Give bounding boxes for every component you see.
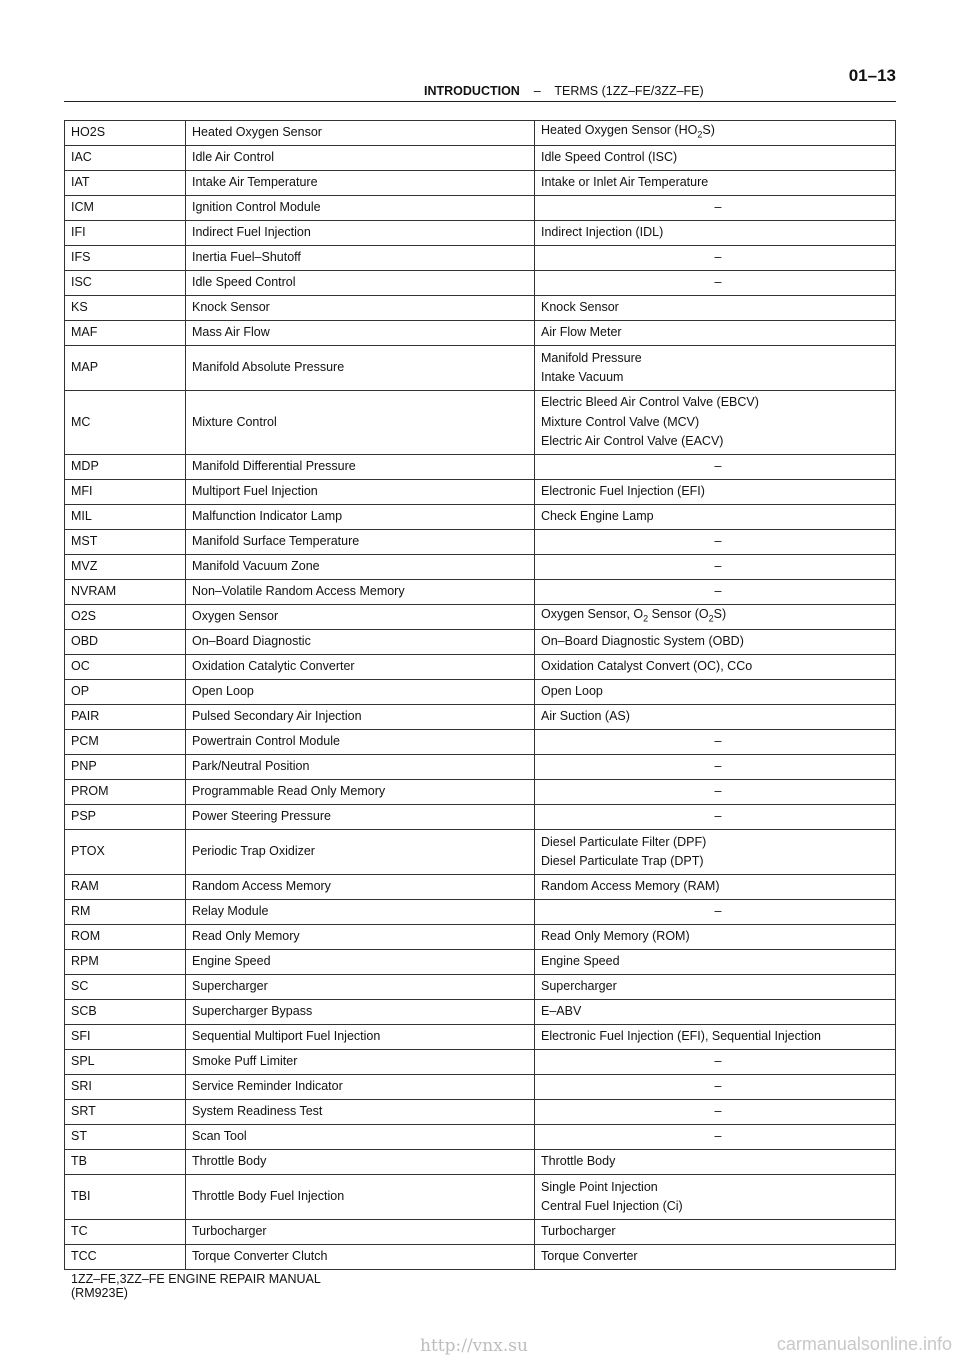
- table-row: [65, 505, 896, 530]
- toyota-term-cell: [535, 1025, 896, 1050]
- sae-term-cell: Oxygen Sensor: [186, 605, 535, 630]
- header-subtitle: TERMS (1ZZ–FE/3ZZ–FE): [554, 84, 704, 98]
- table-row: [65, 121, 896, 146]
- table-row: [65, 805, 896, 830]
- sae-term-cell: Pulsed Secondary Air Injection: [186, 705, 535, 730]
- sae-term-cell: Manifold Differential Pressure: [186, 455, 535, 480]
- sae-term-cell: Torque Converter Clutch: [186, 1245, 535, 1270]
- toyota-term-cell: [535, 1125, 896, 1150]
- toyota-term-cell: [535, 1245, 896, 1270]
- toyota-term-line: Idle Speed Control (ISC): [541, 150, 678, 165]
- table-row: [65, 630, 896, 655]
- sae-term-cell: Intake Air Temperature: [186, 171, 535, 196]
- toyota-term-cell: [535, 655, 896, 680]
- toyota-term-cell: [535, 805, 896, 830]
- table-row: [65, 555, 896, 580]
- abbreviation-cell: MVZ: [65, 555, 186, 580]
- toyota-term-cell: [535, 950, 896, 975]
- header-rule: [64, 101, 896, 102]
- toyota-term-cell: [535, 196, 896, 221]
- toyota-term-cell: [535, 221, 896, 246]
- sae-term-cell: Manifold Surface Temperature: [186, 530, 535, 555]
- toyota-term-line: –: [714, 1104, 722, 1119]
- toyota-term-line: Manifold Pressure: [541, 350, 642, 365]
- table-row: [65, 705, 896, 730]
- table-row: [65, 530, 896, 555]
- abbreviation-cell: IAC: [65, 146, 186, 171]
- abbreviation-cell: PCM: [65, 730, 186, 755]
- sae-term-cell: Smoke Puff Limiter: [186, 1050, 535, 1075]
- toyota-term-line: –: [714, 534, 722, 549]
- toyota-term-line: Heated Oxygen Sensor $(HO_2S)$: [541, 123, 715, 140]
- table-row: [65, 875, 896, 900]
- abbreviation-cell: MAP: [65, 346, 186, 391]
- toyota-term-line: –: [714, 1079, 722, 1094]
- abbreviation-cell: RAM: [65, 875, 186, 900]
- toyota-term-line: Electronic Fuel Injection (EFI): [541, 484, 705, 499]
- sae-term-cell: Sequential Multiport Fuel Injection: [186, 1025, 535, 1050]
- page-number: 01–13: [848, 66, 896, 85]
- abbreviation-cell: MDP: [65, 455, 186, 480]
- sae-term-cell: Engine Speed: [186, 950, 535, 975]
- abbreviation-cell: NVRAM: [65, 580, 186, 605]
- toyota-term-line: Check Engine Lamp: [541, 509, 654, 524]
- abbreviation-cell: IAT: [65, 171, 186, 196]
- abbreviation-cell: PTOX: [65, 830, 186, 875]
- toyota-term-line: –: [714, 275, 722, 290]
- toyota-term-line: Open Loop: [541, 684, 603, 699]
- toyota-term-line: Electronic Fuel Injection (EFI), Sequential Injection: [541, 1029, 821, 1044]
- abbreviation-cell: OBD: [65, 630, 186, 655]
- abbreviation-cell: MST: [65, 530, 186, 555]
- abbreviation-cell: SCB: [65, 1000, 186, 1025]
- sae-term-cell: Park/Neutral Position: [186, 755, 535, 780]
- toyota-term-cell: [535, 780, 896, 805]
- table-row: [65, 146, 896, 171]
- sae-term-cell: Turbocharger: [186, 1220, 535, 1245]
- abbreviation-cell: MFI: [65, 480, 186, 505]
- abbreviation-cell: ROM: [65, 925, 186, 950]
- table-row: [65, 730, 896, 755]
- watermark-url: http://vnx.su: [420, 1336, 528, 1356]
- terms-table-body: [65, 121, 896, 1270]
- toyota-term-line: Diesel Particulate Trap (DPT): [541, 854, 704, 868]
- sae-term-cell: Periodic Trap Oxidizer: [186, 830, 535, 875]
- table-row: [65, 1000, 896, 1025]
- table-row: [65, 346, 896, 391]
- toyota-term-line: Turbocharger: [541, 1224, 616, 1239]
- table-row: [65, 246, 896, 271]
- toyota-term-line: Oxygen Sensor, $O_2$ Sensor $(O_2S)$: [541, 607, 727, 624]
- table-row: [65, 171, 896, 196]
- table-row: [65, 271, 896, 296]
- toyota-term-line: –: [714, 809, 722, 824]
- table-row: [65, 480, 896, 505]
- toyota-term-cell: [535, 630, 896, 655]
- toyota-term-line: Mixture Control Valve (MCV): [541, 414, 700, 429]
- toyota-term-line: Throttle Body: [541, 1154, 616, 1169]
- table-row: [65, 605, 896, 630]
- toyota-term-line: Knock Sensor: [541, 300, 619, 315]
- sae-term-cell: Throttle Body: [186, 1150, 535, 1175]
- page-footer: [71, 1272, 321, 1300]
- abbreviation-cell: OC: [65, 655, 186, 680]
- abbreviation-cell: PAIR: [65, 705, 186, 730]
- sae-term-cell: Supercharger Bypass: [186, 1000, 535, 1025]
- table-row: [65, 1125, 896, 1150]
- abbreviation-cell: TB: [65, 1150, 186, 1175]
- toyota-term-line: –: [714, 1129, 722, 1144]
- toyota-term-cell: [535, 1175, 896, 1220]
- table-row: [65, 950, 896, 975]
- sae-term-cell: Programmable Read Only Memory: [186, 780, 535, 805]
- footer-manual-title: 1ZZ–FE,3ZZ–FE ENGINE REPAIR MANUAL: [71, 1272, 321, 1286]
- sae-term-cell: Mass Air Flow: [186, 321, 535, 346]
- abbreviation-cell: TBI: [65, 1175, 186, 1220]
- abbreviation-cell: IFI: [65, 221, 186, 246]
- toyota-term-line: Torque Converter: [541, 1249, 638, 1264]
- toyota-term-cell: [535, 1220, 896, 1245]
- abbreviation-cell: MC: [65, 391, 186, 455]
- toyota-term-cell: [535, 346, 896, 391]
- toyota-term-line: Central Fuel Injection (Ci): [541, 1199, 683, 1213]
- abbreviation-cell: O2S: [65, 605, 186, 630]
- table-row: [65, 580, 896, 605]
- footer-manual-code: (RM923E): [71, 1286, 128, 1300]
- toyota-term-line: On–Board Diagnostic System (OBD): [541, 634, 744, 649]
- sae-term-cell: Power Steering Pressure: [186, 805, 535, 830]
- toyota-term-line: –: [714, 584, 722, 599]
- toyota-term-line: Single Point Injection: [541, 1179, 658, 1194]
- table-row: [65, 655, 896, 680]
- sae-term-cell: Scan Tool: [186, 1125, 535, 1150]
- table-row: [65, 1050, 896, 1075]
- table-row: [65, 780, 896, 805]
- table-row: [65, 1100, 896, 1125]
- toyota-term-line: Electric Air Control Valve (EACV): [541, 434, 724, 449]
- toyota-term-cell: [535, 680, 896, 705]
- sae-term-cell: Indirect Fuel Injection: [186, 221, 535, 246]
- toyota-term-cell: [535, 1000, 896, 1025]
- abbreviation-cell: PROM: [65, 780, 186, 805]
- toyota-term-line: –: [714, 459, 722, 474]
- toyota-term-cell: [535, 146, 896, 171]
- terms-table: [64, 120, 896, 1270]
- toyota-term-line: Intake or Inlet Air Temperature: [541, 175, 709, 190]
- toyota-term-line: Air Flow Meter: [541, 325, 622, 340]
- abbreviation-cell: OP: [65, 680, 186, 705]
- sae-term-cell: Powertrain Control Module: [186, 730, 535, 755]
- sae-term-cell: Manifold Vacuum Zone: [186, 555, 535, 580]
- toyota-term-cell: [535, 755, 896, 780]
- abbreviation-cell: PSP: [65, 805, 186, 830]
- sae-term-cell: System Readiness Test: [186, 1100, 535, 1125]
- table-row: [65, 1245, 896, 1270]
- sae-term-cell: Supercharger: [186, 975, 535, 1000]
- toyota-term-cell: [535, 530, 896, 555]
- toyota-term-cell: [535, 271, 896, 296]
- toyota-term-cell: [535, 975, 896, 1000]
- abbreviation-cell: MAF: [65, 321, 186, 346]
- abbreviation-cell: TC: [65, 1220, 186, 1245]
- sae-term-cell: On–Board Diagnostic: [186, 630, 535, 655]
- toyota-term-line: Random Access Memory (RAM): [541, 879, 720, 894]
- abbreviation-cell: SRT: [65, 1100, 186, 1125]
- header-section: INTRODUCTION: [424, 84, 520, 98]
- sae-term-cell: Throttle Body Fuel Injection: [186, 1175, 535, 1220]
- abbreviation-cell: KS: [65, 296, 186, 321]
- abbreviation-cell: RM: [65, 900, 186, 925]
- toyota-term-cell: [535, 480, 896, 505]
- toyota-term-line: –: [714, 1054, 722, 1069]
- toyota-term-line: –: [714, 904, 722, 919]
- table-row: [65, 925, 896, 950]
- toyota-term-line: Electric Bleed Air Control Valve (EBCV): [541, 395, 759, 410]
- abbreviation-cell: ISC: [65, 271, 186, 296]
- sae-term-cell: Knock Sensor: [186, 296, 535, 321]
- abbreviation-cell: PNP: [65, 755, 186, 780]
- table-row: [65, 321, 896, 346]
- toyota-term-cell: [535, 246, 896, 271]
- sae-term-cell: Malfunction Indicator Lamp: [186, 505, 535, 530]
- sae-term-cell: Idle Speed Control: [186, 271, 535, 296]
- toyota-term-line: E–ABV: [541, 1004, 582, 1019]
- toyota-term-line: –: [714, 200, 722, 215]
- sae-term-cell: Random Access Memory: [186, 875, 535, 900]
- toyota-term-line: –: [714, 759, 722, 774]
- table-row: [65, 221, 896, 246]
- toyota-term-cell: [535, 1050, 896, 1075]
- toyota-term-cell: [535, 321, 896, 346]
- table-row: [65, 391, 896, 455]
- toyota-term-line: –: [714, 250, 722, 265]
- sae-term-cell: Ignition Control Module: [186, 196, 535, 221]
- toyota-term-line: Read Only Memory (ROM): [541, 929, 690, 944]
- sae-term-cell: Multiport Fuel Injection: [186, 480, 535, 505]
- toyota-term-cell: [535, 580, 896, 605]
- table-row: [65, 196, 896, 221]
- sae-term-cell: Inertia Fuel–Shutoff: [186, 246, 535, 271]
- header-separator: –: [533, 84, 541, 98]
- toyota-term-cell: [535, 171, 896, 196]
- toyota-term-line: –: [714, 559, 722, 574]
- abbreviation-cell: RPM: [65, 950, 186, 975]
- toyota-term-cell: [535, 730, 896, 755]
- toyota-term-cell: [535, 455, 896, 480]
- sae-term-cell: Heated Oxygen Sensor: [186, 121, 535, 146]
- table-row: [65, 455, 896, 480]
- table-row: [65, 296, 896, 321]
- table-row: [65, 1150, 896, 1175]
- toyota-term-line: Air Suction (AS): [541, 709, 630, 724]
- table-row: [65, 900, 896, 925]
- toyota-term-line: Indirect Injection (IDL): [541, 225, 664, 240]
- toyota-term-cell: [535, 1150, 896, 1175]
- table-row: [65, 1175, 896, 1220]
- toyota-term-cell: [535, 505, 896, 530]
- toyota-term-line: Oxidation Catalyst Convert (OC), CCo: [541, 659, 753, 674]
- table-row: [65, 1220, 896, 1245]
- sae-term-cell: Open Loop: [186, 680, 535, 705]
- toyota-term-cell: [535, 391, 896, 455]
- table-row: [65, 975, 896, 1000]
- abbreviation-cell: MIL: [65, 505, 186, 530]
- toyota-term-cell: [535, 875, 896, 900]
- sae-term-cell: Idle Air Control: [186, 146, 535, 171]
- header-title: [424, 84, 704, 98]
- table-row: [65, 755, 896, 780]
- abbreviation-cell: TCC: [65, 1245, 186, 1270]
- toyota-term-cell: [535, 1075, 896, 1100]
- toyota-term-line: –: [714, 734, 722, 749]
- sae-term-cell: Read Only Memory: [186, 925, 535, 950]
- sae-term-cell: Mixture Control: [186, 391, 535, 455]
- toyota-term-cell: [535, 900, 896, 925]
- toyota-term-cell: [535, 605, 896, 630]
- abbreviation-cell: SFI: [65, 1025, 186, 1050]
- abbreviation-cell: SPL: [65, 1050, 186, 1075]
- table-row: [65, 680, 896, 705]
- toyota-term-line: Engine Speed: [541, 954, 620, 969]
- sae-term-cell: Oxidation Catalytic Converter: [186, 655, 535, 680]
- abbreviation-cell: HO2S: [65, 121, 186, 146]
- toyota-term-line: Intake Vacuum: [541, 370, 624, 384]
- watermark-site: carmanualsonline.info: [776, 1334, 952, 1354]
- toyota-term-line: Diesel Particulate Filter (DPF): [541, 834, 707, 849]
- sae-term-cell: Non–Volatile Random Access Memory: [186, 580, 535, 605]
- toyota-term-cell: [535, 555, 896, 580]
- abbreviation-cell: IFS: [65, 246, 186, 271]
- sae-term-cell: Manifold Absolute Pressure: [186, 346, 535, 391]
- toyota-term-cell: [535, 705, 896, 730]
- abbreviation-cell: ICM: [65, 196, 186, 221]
- sae-term-cell: Relay Module: [186, 900, 535, 925]
- table-row: [65, 1075, 896, 1100]
- toyota-term-line: –: [714, 784, 722, 799]
- page-header: [64, 66, 896, 102]
- sae-term-cell: Service Reminder Indicator: [186, 1075, 535, 1100]
- abbreviation-cell: SC: [65, 975, 186, 1000]
- abbreviation-cell: ST: [65, 1125, 186, 1150]
- toyota-term-line: Supercharger: [541, 979, 617, 994]
- toyota-term-cell: [535, 296, 896, 321]
- toyota-term-cell: [535, 1100, 896, 1125]
- toyota-term-cell: [535, 121, 896, 146]
- toyota-term-cell: [535, 830, 896, 875]
- table-row: [65, 830, 896, 875]
- abbreviation-cell: SRI: [65, 1075, 186, 1100]
- table-row: [65, 1025, 896, 1050]
- toyota-term-cell: [535, 925, 896, 950]
